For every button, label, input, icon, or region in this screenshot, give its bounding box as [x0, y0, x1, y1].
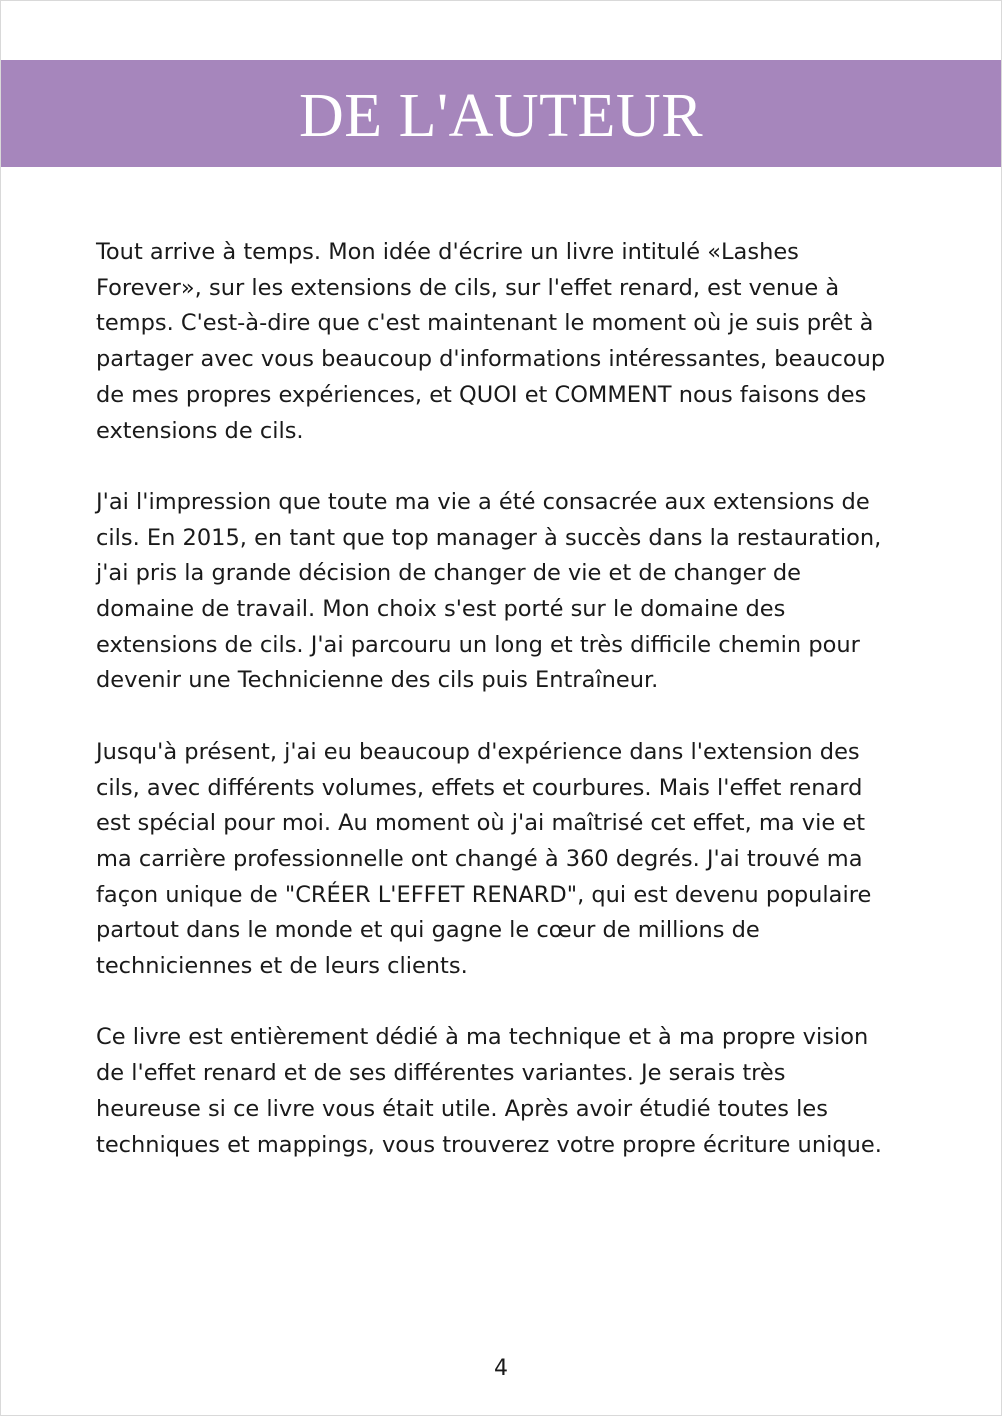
paragraph: J'ai l'impression que toute ma vie a été consacrée aux extensions de cils. En 2015, en tant que top manager à succès dans la restauration, j'ai pris la grande décision de changer de vie et de changer de domaine de travail. Mon choix s'est porté sur le domaine des extensions de cils. J'ai parcouru un long et très difficile chemin pour devenir une Technicienne des cils puis Entraîneur. — [96, 488, 882, 694]
body-text — [96, 235, 886, 1199]
paragraph: Jusqu'à présent, j'ai eu beaucoup d'expérience dans l'extension des cils, avec différents volumes, effets et courbures. Mais l'effet renard est spécial pour moi. Au moment où j'ai maîtrisé cet effet, ma vie et ma carrière professionnelle ont changé à 360 degrés. J'ai trouvé ma façon unique de "CRÉER L'EFFET RENARD", qui est devenu populaire partout dans le monde et qui gagne le cœur de millions de techniciennes et de leurs clients. — [96, 738, 872, 980]
page-title: DE L'AUTEUR — [298, 81, 704, 150]
title-band — [1, 60, 1001, 167]
page-number: 4 — [494, 1356, 508, 1381]
paragraph: Ce livre est entièrement dédié à ma technique et à ma propre vision de l'effet renard et de ses différentes variantes. Je serais très heureuse si ce livre vous était utile. Après avoir étudié toutes les techniques et mappings, vous trouverez votre propre écriture unique. — [96, 1024, 882, 1158]
paragraph: Tout arrive à temps. Mon idée d'écrire un livre intitulé «Lashes Forever», sur les extensions de cils, sur l'effet renard, est venue à temps. C'est-à-dire que c'est maintenant le moment où je suis prêt à partager avec vous beaucoup d'informations intéressantes, beaucoup de mes propres expériences, et QUOI et COMMENT nous faisons des extensions de cils. — [96, 239, 886, 444]
